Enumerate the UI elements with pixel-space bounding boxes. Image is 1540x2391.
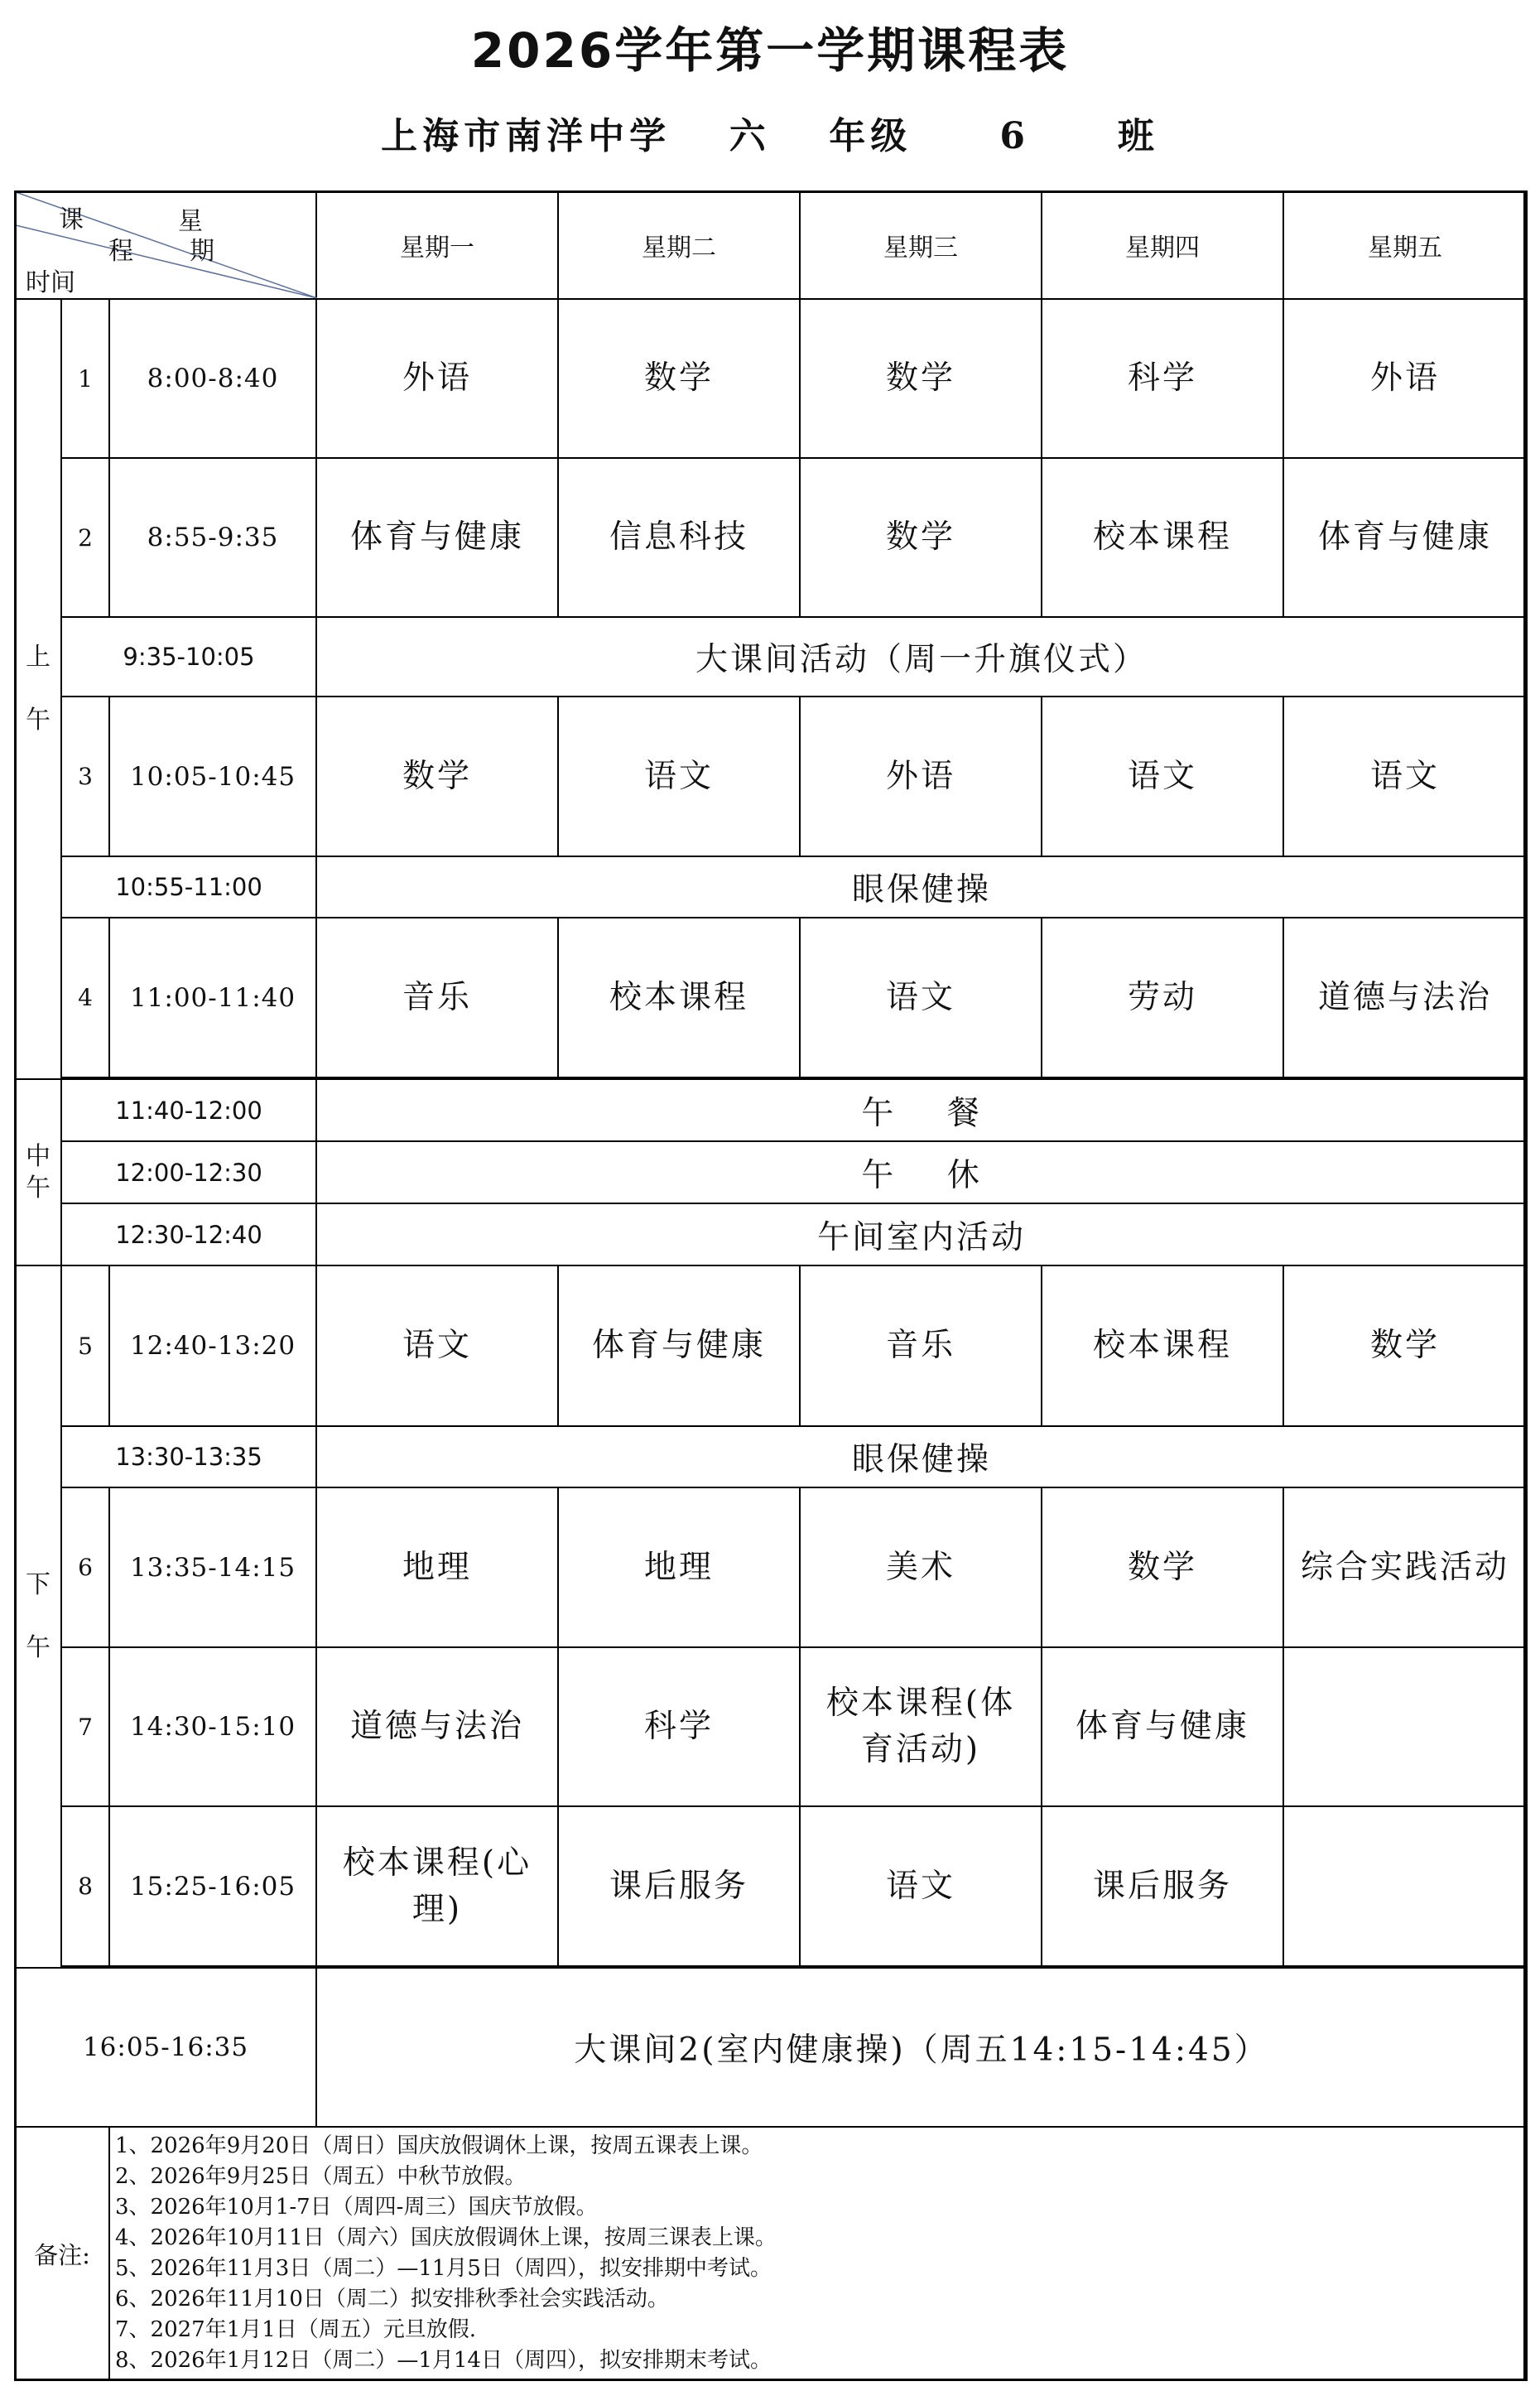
period-time: 13:35-14:15 — [109, 1487, 316, 1647]
subject-cell: 语文 — [800, 1806, 1042, 1966]
subject-cell: 校本课程 — [1042, 458, 1283, 617]
note-item: 6、2026年11月10日（周二）拟安排秋季社会实践活动。 — [115, 2287, 669, 2311]
subject-cell: 课后服务 — [558, 1806, 800, 1966]
event-time: 13:30-13:35 — [61, 1426, 316, 1487]
subject-cell: 数学 — [1283, 1265, 1527, 1426]
note-item: 3、2026年10月1-7日（周四-周三）国庆节放假。 — [115, 2195, 598, 2220]
subject-cell: 外语 — [1283, 299, 1527, 458]
corner-label-qi: 期 — [190, 237, 214, 266]
period-number: 3 — [61, 697, 109, 856]
subject-cell: 地理 — [316, 1487, 558, 1647]
subject-cell: 数学 — [1042, 1487, 1283, 1647]
header-day-thu: 星期四 — [1042, 191, 1283, 299]
header-day-wed: 星期三 — [800, 191, 1042, 299]
subject-cell: 科学 — [558, 1647, 800, 1806]
section-noon: 中 午 — [15, 1079, 61, 1265]
subject-cell: 体育与健康 — [1283, 458, 1527, 617]
header-day-fri: 星期五 — [1283, 191, 1527, 299]
subject-cell: 数学 — [558, 299, 800, 458]
note-item: 1、2026年9月20日（周日）国庆放假调休上课，按周五课表上课。 — [115, 2133, 763, 2158]
subject-cell: 校本课程 — [1042, 1265, 1283, 1426]
subject-cell: 道德与法治 — [1283, 918, 1527, 1077]
period-number: 5 — [61, 1265, 109, 1426]
note-item: 2、2026年9月25日（周五）中秋节放假。 — [115, 2164, 527, 2189]
period-time: 10:05-10:45 — [109, 697, 316, 856]
subject-cell: 音乐 — [316, 918, 558, 1077]
corner-label-time: 时间 — [26, 268, 75, 297]
period-number: 4 — [61, 918, 109, 1077]
event-label-big-break-2: 大课间2(室内健康操)（周五14:15-14:45） — [316, 1968, 1527, 2127]
period-time: 11:00-11:40 — [109, 918, 316, 1077]
section-afternoon: 下 午 — [15, 1265, 61, 1968]
subject-cell: 语文 — [800, 918, 1042, 1077]
note-item: 5、2026年11月3日（周二）—11月5日（周四），拟安排期中考试。 — [115, 2256, 772, 2281]
subject-cell: 信息科技 — [558, 458, 800, 617]
period-number: 6 — [61, 1487, 109, 1647]
subject-cell: 道德与法治 — [316, 1647, 558, 1806]
subject-cell: 校本课程(体育活动) — [800, 1647, 1042, 1806]
subject-cell: 综合实践活动 — [1283, 1487, 1527, 1647]
subject-cell: 体育与健康 — [558, 1265, 800, 1426]
event-time: 9:35-10:05 — [61, 617, 316, 697]
event-label-nap: 午 休 — [316, 1141, 1527, 1203]
subject-cell: 校本课程(心理) — [316, 1806, 558, 1966]
event-time: 16:05-16:35 — [15, 1968, 316, 2127]
note-item: 7、2027年1月1日（周五）元旦放假. — [115, 2317, 477, 2342]
corner-label-cheng: 程 — [108, 237, 133, 266]
notes-label: 备注: — [15, 2127, 109, 2380]
subject-cell: 语文 — [316, 1265, 558, 1426]
section-morning: 上 午 — [15, 299, 61, 1079]
subject-cell: 语文 — [558, 697, 800, 856]
schedule-table — [14, 190, 1528, 2381]
event-label-eye-exercise: 眼保健操 — [316, 1426, 1527, 1487]
notes-list — [109, 2127, 1527, 2380]
event-label-noon-activity: 午间室内活动 — [316, 1203, 1527, 1265]
header-day-tue: 星期二 — [558, 191, 800, 299]
subject-cell: 语文 — [1042, 697, 1283, 856]
header-corner-cell — [15, 191, 316, 299]
note-item: 4、2026年10月11日（周六）国庆放假调休上课，按周三课表上课。 — [115, 2225, 777, 2250]
subject-cell: 课后服务 — [1042, 1806, 1283, 1966]
page-title: 2026学年第一学期课程表 — [470, 22, 1070, 79]
event-label-eye-exercise: 眼保健操 — [316, 856, 1527, 918]
period-number: 2 — [61, 458, 109, 617]
period-time: 12:40-13:20 — [109, 1265, 316, 1426]
subject-cell: 语文 — [1283, 697, 1527, 856]
subject-cell: 体育与健康 — [1042, 1647, 1283, 1806]
page-subtitle: 上海市南洋中学 六 年级 6 班 — [381, 115, 1159, 157]
corner-label-ke: 课 — [59, 205, 84, 234]
subject-cell: 地理 — [558, 1487, 800, 1647]
subject-cell: 美术 — [800, 1487, 1042, 1647]
subject-cell: 外语 — [800, 697, 1042, 856]
subject-cell-empty — [1283, 1806, 1527, 1966]
period-time: 8:55-9:35 — [109, 458, 316, 617]
subject-cell: 体育与健康 — [316, 458, 558, 617]
subject-cell: 校本课程 — [558, 918, 800, 1077]
subject-cell: 数学 — [316, 697, 558, 856]
subject-cell-empty — [1283, 1647, 1527, 1806]
event-label-lunch: 午 餐 — [316, 1079, 1527, 1141]
event-time: 12:00-12:30 — [61, 1141, 316, 1203]
period-time: 8:00-8:40 — [109, 299, 316, 458]
corner-label-xing: 星 — [178, 207, 203, 236]
period-number: 7 — [61, 1647, 109, 1806]
subject-cell: 数学 — [800, 458, 1042, 617]
header-day-mon: 星期一 — [316, 191, 558, 299]
period-number: 1 — [61, 299, 109, 458]
subject-cell: 劳动 — [1042, 918, 1283, 1077]
subject-cell: 数学 — [800, 299, 1042, 458]
subject-cell: 音乐 — [800, 1265, 1042, 1426]
period-time: 15:25-16:05 — [109, 1806, 316, 1966]
period-number: 8 — [61, 1806, 109, 1966]
subject-cell: 科学 — [1042, 299, 1283, 458]
event-time: 11:40-12:00 — [61, 1079, 316, 1141]
event-time: 12:30-12:40 — [61, 1203, 316, 1265]
event-label-big-break: 大课间活动（周一升旗仪式） — [316, 617, 1527, 697]
event-time: 10:55-11:00 — [61, 856, 316, 918]
note-item: 8、2026年1月12日（周二）—1月14日（周四），拟安排期末考试。 — [115, 2348, 772, 2373]
subject-cell: 外语 — [316, 299, 558, 458]
period-time: 14:30-15:10 — [109, 1647, 316, 1806]
